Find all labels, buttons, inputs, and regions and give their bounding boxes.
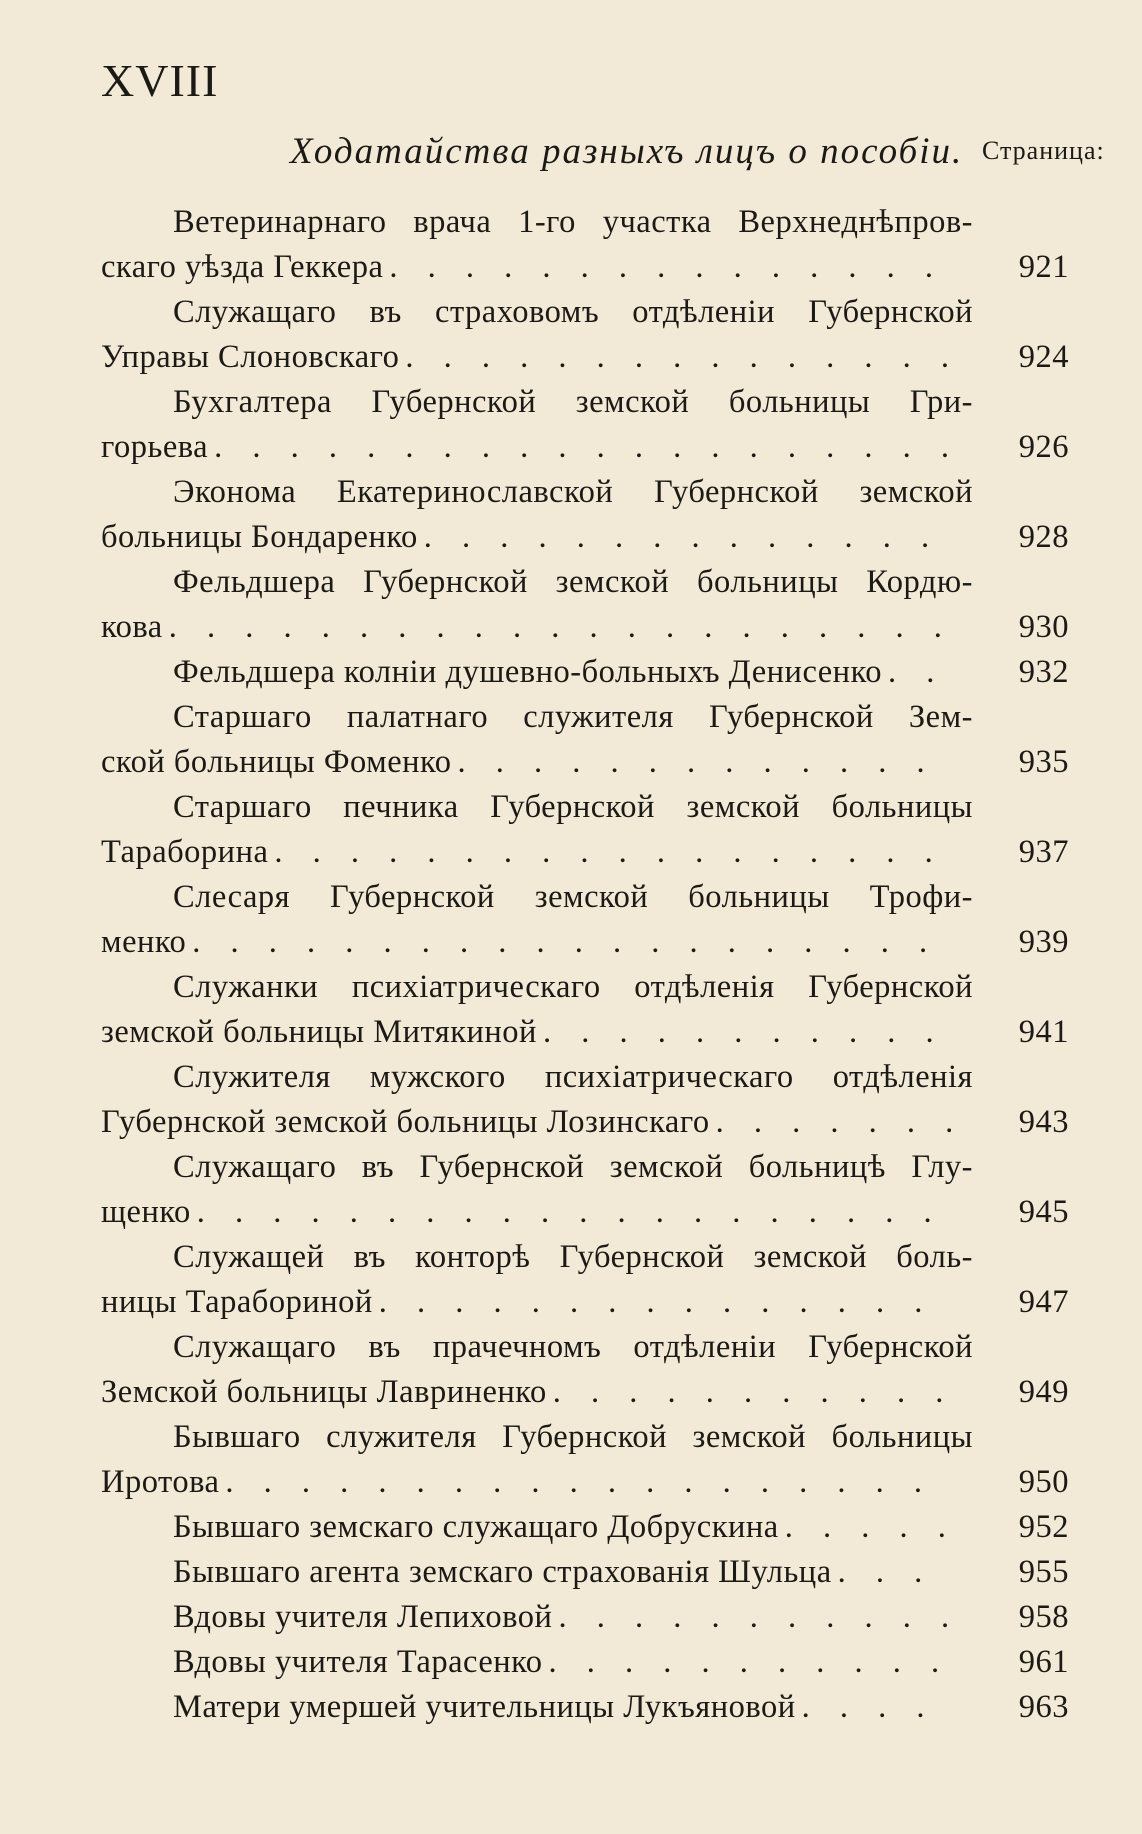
toc-entry-page: 932: [1018, 654, 1069, 690]
dot-leader: [268, 830, 951, 875]
toc-entry-line2: Фельдшера колніи душевно-больныхъ Денисенко: [173, 654, 882, 690]
toc-entry-page: 939: [1018, 924, 1069, 960]
toc-entry-page: 950: [1018, 1464, 1069, 1500]
toc-entry-line2: земской больницы Митякиной: [101, 1014, 537, 1050]
dot-leader: [399, 335, 951, 380]
dot-leader: [796, 1685, 951, 1730]
toc-entry-line1: Старшаго печника Губернской земской больницы: [173, 789, 973, 825]
toc-entry-line2: Земской больницы Лавриненко: [101, 1374, 547, 1410]
toc-entry: [101, 1640, 1069, 1685]
toc-entry: [101, 380, 1069, 470]
toc-entry: [101, 290, 1069, 380]
toc-entry: [101, 1550, 1069, 1595]
toc-entry-page: 935: [1018, 744, 1069, 780]
dot-leader: [186, 920, 951, 965]
toc-entry-line2: ской больницы Фоменко: [101, 744, 452, 780]
toc-entry-line1: Служащаго въ прачечномъ отдѣленіи Губернской: [173, 1329, 973, 1365]
page-roman-numeral: XVIII: [101, 55, 219, 106]
dot-leader: [552, 1595, 951, 1640]
toc-entry-page: 937: [1018, 834, 1069, 870]
toc-entry: [101, 1685, 1069, 1730]
toc-entry-line2: больницы Бондаренко: [101, 519, 418, 555]
section-title: Ходатайства разныхъ лицъ о пособіи.: [290, 131, 964, 172]
dot-leader: [163, 605, 951, 650]
toc-entry-line2: кова: [101, 609, 163, 645]
toc-entry-page: 952: [1018, 1509, 1069, 1545]
dot-leader: [383, 245, 951, 290]
toc-entry-line2: Управы Слоновскаго: [101, 339, 400, 375]
dot-leader: [208, 425, 951, 470]
toc-entry-line2: Вдовы учителя Тарасенко: [173, 1644, 543, 1680]
toc-entry-line1: Слесаря Губернской земской больницы Трофи-: [173, 879, 973, 915]
toc-entry-line1: Служителя мужского психіатрическаго отдѣленія: [173, 1059, 973, 1095]
toc-entry-line2: менко: [101, 924, 187, 960]
toc-entry-line1: Эконома Екатеринославской Губернской земской: [173, 474, 973, 510]
dot-leader: [373, 1280, 951, 1325]
toc-entry: [101, 965, 1069, 1055]
toc-entry-page: 949: [1018, 1374, 1069, 1410]
toc-entry-line2: горьева: [101, 429, 209, 465]
toc-entry-line2: Губернской земской больницы Лозинскаго: [101, 1104, 710, 1140]
dot-leader: [418, 515, 951, 560]
toc-entry-page: 945: [1018, 1194, 1069, 1230]
dot-leader: [832, 1550, 951, 1595]
toc-entry: [101, 1235, 1069, 1325]
dot-leader: [219, 1460, 951, 1505]
toc-entry-line2: скаго уѣзда Геккера: [101, 249, 384, 285]
toc-entry-page: 924: [1018, 339, 1069, 375]
toc-entry-line1: Служанки психіатрическаго отдѣленія Губернской: [173, 969, 973, 1005]
toc-entry-page: 928: [1018, 519, 1069, 555]
table-of-contents: [101, 200, 1069, 1730]
toc-entry: [101, 200, 1069, 290]
toc-entry-page: 947: [1018, 1284, 1069, 1320]
toc-entry-line1: Бывшаго служителя Губернской земской больницы: [173, 1419, 973, 1455]
toc-entry-line2: Бывшаго земскаго служащаго Добрускина: [173, 1509, 779, 1545]
toc-entry: [101, 650, 1069, 695]
toc-entry: [101, 1505, 1069, 1550]
toc-entry-page: 943: [1018, 1104, 1069, 1140]
toc-entry: [101, 1595, 1069, 1640]
toc-entry-line1: Бухгалтера Губернской земской больницы Гри-: [173, 384, 973, 420]
toc-entry-line2: ницы Тарабориной: [101, 1284, 373, 1320]
toc-entry-line1: Служащей въ конторѣ Губернской земской боль-: [173, 1239, 973, 1275]
toc-entry-page: 930: [1018, 609, 1069, 645]
toc-entry: [101, 785, 1069, 875]
dot-leader: [191, 1190, 951, 1235]
toc-entry-line1: Служащаго въ страховомъ отдѣленіи Губернской: [173, 294, 973, 330]
toc-entry-line2: щенко: [101, 1194, 191, 1230]
toc-entry: [101, 1325, 1069, 1415]
toc-entry-line1: Старшаго палатнаго служителя Губернской Зем-: [173, 699, 973, 735]
dot-leader: [710, 1100, 951, 1145]
toc-entry-line2: Иротова: [101, 1464, 220, 1500]
dot-leader: [537, 1010, 951, 1055]
toc-entry-line2: Вдовы учителя Лепиховой: [173, 1599, 553, 1635]
toc-entry-page: 958: [1018, 1599, 1069, 1635]
toc-entry-page: 921: [1018, 249, 1069, 285]
toc-entry-page: 926: [1018, 429, 1069, 465]
dot-leader: [451, 740, 951, 785]
toc-entry-page: 955: [1018, 1554, 1069, 1590]
toc-entry: [101, 470, 1069, 560]
toc-entry-line1: Фельдшера Губернской земской больницы Кордю-: [173, 564, 973, 600]
toc-entry: [101, 1145, 1069, 1235]
dot-leader: [543, 1640, 951, 1685]
toc-entry-line2: Тараборина: [101, 834, 269, 870]
page-column-label: Страница:: [982, 136, 1105, 165]
dot-leader: [882, 650, 951, 695]
toc-entry: [101, 1415, 1069, 1505]
toc-entry-page: 963: [1018, 1689, 1069, 1725]
toc-entry-line2: Матери умершей учительницы Лукъяновой: [173, 1689, 796, 1725]
toc-entry: [101, 695, 1069, 785]
dot-leader: [779, 1505, 951, 1550]
toc-entry: [101, 1055, 1069, 1145]
toc-entry: [101, 875, 1069, 965]
dot-leader: [547, 1370, 951, 1415]
toc-entry-page: 961: [1018, 1644, 1069, 1680]
toc-entry: [101, 560, 1069, 650]
toc-entry-line1: Ветеринарнаго врача 1-го участка Верхнеднѣпров-: [173, 204, 973, 240]
toc-entry-line2: Бывшаго агента земскаго страхованія Шульца: [173, 1554, 832, 1590]
toc-entry-line1: Служащаго въ Губернской земской больницѣ Глу-: [173, 1149, 973, 1185]
toc-entry-page: 941: [1018, 1014, 1069, 1050]
